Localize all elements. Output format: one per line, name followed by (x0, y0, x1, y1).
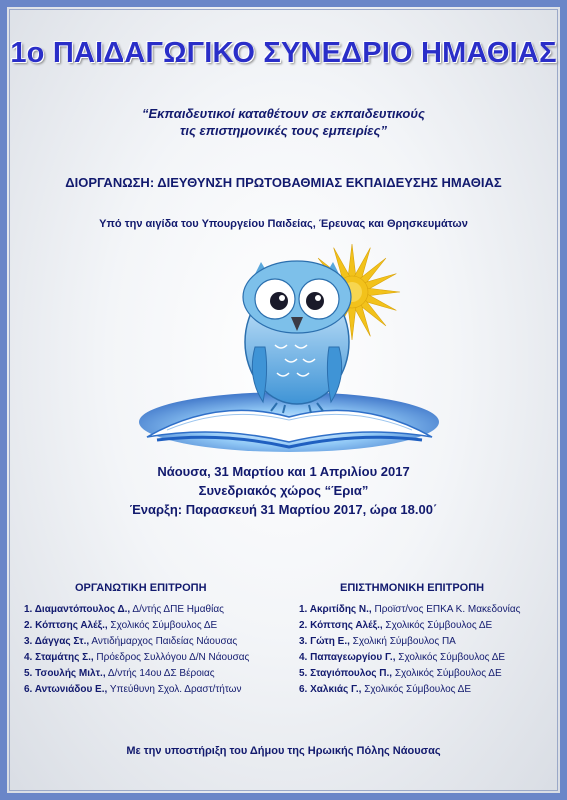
scientific-committee-list (299, 602, 520, 698)
list-item: 6. Χαλκιάς Γ., Σχολικός Σύμβουλος ΔΕ (299, 684, 472, 695)
list-item: 3. Δάγγας Στ., Αντιδήμαρχος Παιδείας Νάουσας (24, 636, 238, 647)
motto-line-2: τις επιστημονικές τους εμπειρίες” (180, 123, 387, 138)
scientific-committee-title: ΕΠΙΣΤΗΜΟΝΙΚΗ ΕΠΙΤΡΟΠΗ (340, 582, 485, 594)
list-item: 6. Αντωνιάδου Ε., Υπεύθυνη Σχολ. Δραστ/τήτων (24, 684, 242, 695)
list-item: 5. Τσουλής Μιλτ., Δ/ντής 14ου ΔΣ Βέροιας (24, 668, 215, 679)
poster (7, 7, 560, 793)
event-start: Έναρξη: Παρασκευή 31 Μαρτίου 2017, ώρα 18.00΄ (129, 502, 438, 517)
organizing-committee-list (24, 602, 249, 698)
sponsor-line: Με την υποστήριξη του Δήμου της Ηρωικής Πόλης Νάουσας (126, 745, 441, 757)
event-dates: Νάουσα, 31 Μαρτίου και 1 Απριλίου 2017 (157, 464, 410, 479)
organizer: ΔΙΟΡΓΑΝΩΣΗ: ΔΙΕΥΘΥΝΣΗ ΠΡΩΤΟΒΑΘΜΙΑΣ ΕΚΠΑΙΔΕΥΣΗΣ ΗΜΑΘΙΑΣ (65, 175, 502, 190)
list-item: 2. Κόπτσης Αλέξ., Σχολικός Σύμβουλος ΔΕ (24, 620, 218, 631)
list-item: 2. Κόπτσης Αλέξ., Σχολικός Σύμβουλος ΔΕ (299, 620, 493, 631)
list-item: 5. Σταγιόπουλος Π., Σχολικός Σύμβουλος ΔΕ (299, 668, 502, 679)
list-item: 4. Παπαγεωργίου Γ., Σχολικός Σύμβουλος ΔΕ (299, 652, 506, 663)
conference-title: 1ο ΠΑΙΔΑΓΩΓΙΚΟ ΣΥΝΕΔΡΙΟ ΗΜΑΘΙΑΣ (10, 37, 557, 69)
list-item: 1. Διαμαντόπουλος Δ., Δ/ντής ΔΠΕ Ημαθίας (24, 604, 224, 615)
list-item: 1. Ακριτίδης Ν., Προϊστ/νος ΕΠΚΑ Κ. Μακεδονίας (299, 604, 521, 615)
owl-book-sun-illustration (7, 237, 560, 462)
aegis-line: Υπό την αιγίδα του Υπουργείου Παιδείας, Έρευνας και Θρησκευμάτων (99, 218, 468, 230)
list-item: 3. Γώτη Ε., Σχολική Σύμβουλος ΠΑ (299, 636, 456, 647)
organizing-committee-title: ΟΡΓΑΝΩΤΙΚΗ ΕΠΙΤΡΟΠΗ (75, 582, 207, 594)
motto-line-1: “Εκπαιδευτικοί καταθέτουν σε εκπαιδευτικούς (142, 106, 425, 121)
event-venue: Συνεδριακός χώρος “Έρια” (198, 483, 369, 498)
owl-icon (243, 261, 351, 413)
list-item: 4. Σταμάτης Σ., Πρόεδρος Συλλόγου Δ/Ν Νάουσας (24, 652, 250, 663)
